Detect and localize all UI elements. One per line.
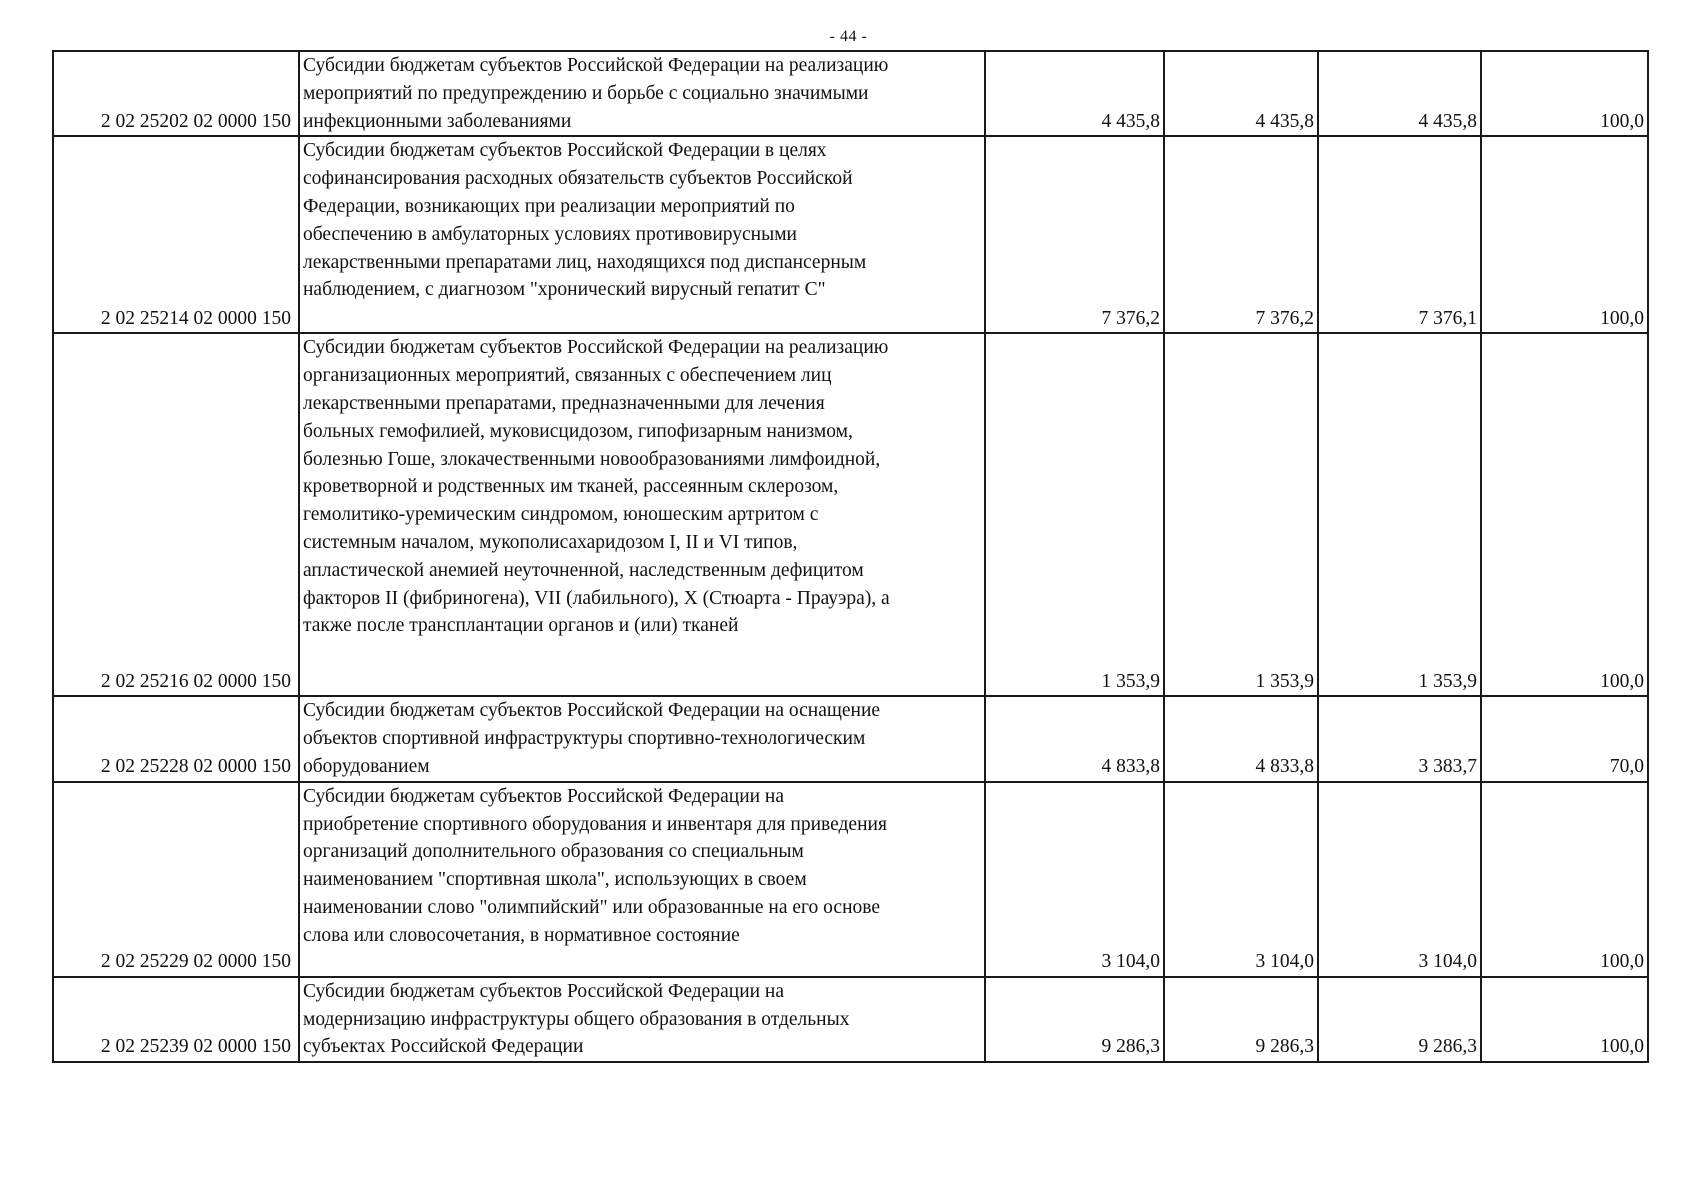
description-cell xyxy=(299,782,985,977)
description-line: факторов II (фибриногена), VII (лабильного), X (Стюарта - Прауэра), а xyxy=(303,587,890,609)
description-line: субъектах Российской Федерации xyxy=(303,1036,584,1058)
table-row xyxy=(53,136,1648,333)
budget-code-cell: 2 02 25239 02 0000 150 xyxy=(53,977,299,1062)
description-line: наименованием "спортивная школа", использующих в своем xyxy=(303,869,807,891)
table-row xyxy=(53,782,1648,977)
execution-percent-cell: 70,0 xyxy=(1481,696,1648,781)
executed-amount-cell: 3 104,0 xyxy=(1318,782,1481,977)
budget-subsidies-table xyxy=(52,50,1649,1063)
description-line: Субсидии бюджетам субъектов Российской Федерации на xyxy=(303,785,785,807)
description-line: Субсидии бюджетам субъектов Российской Федерации на реализацию xyxy=(303,337,889,359)
executed-amount-cell: 9 286,3 xyxy=(1318,977,1481,1062)
description-line: лекарственными препаратами, предназначенными для лечения xyxy=(303,392,825,414)
executed-amount-cell: 4 435,8 xyxy=(1318,51,1481,136)
description-line: наблюдением, с диагнозом "хронический вирусный гепатит С" xyxy=(303,279,826,301)
budget-code-cell: 2 02 25202 02 0000 150 xyxy=(53,51,299,136)
description-line: также после трансплантации органов и (или) тканей xyxy=(303,615,739,637)
table-row xyxy=(53,977,1648,1062)
table-row xyxy=(53,333,1648,696)
executed-amount-cell: 3 383,7 xyxy=(1318,696,1481,781)
description-line: инфекционными заболеваниями xyxy=(303,110,572,132)
table-row xyxy=(53,696,1648,781)
table-body xyxy=(53,51,1648,1062)
table-row xyxy=(53,51,1648,136)
approved-amount-cell: 1 353,9 xyxy=(1164,333,1318,696)
budget-code-cell: 2 02 25216 02 0000 150 xyxy=(53,333,299,696)
planned-amount-cell: 1 353,9 xyxy=(985,333,1164,696)
description-line: больных гемофилией, муковисцидозом, гипофизарным нанизмом, xyxy=(303,420,853,442)
description-line: кроветворной и родственных им тканей, рассеянным склерозом, xyxy=(303,476,839,498)
approved-amount-cell: 9 286,3 xyxy=(1164,977,1318,1062)
planned-amount-cell: 7 376,2 xyxy=(985,136,1164,333)
description-line: наименовании слово "олимпийский" или образованные на его основе xyxy=(303,896,881,918)
description-line: оборудованием xyxy=(303,755,430,777)
description-line: гемолитико-уремическим синдромом, юношеским артритом с xyxy=(303,504,819,526)
approved-amount-cell: 4 435,8 xyxy=(1164,51,1318,136)
executed-amount-cell: 1 353,9 xyxy=(1318,333,1481,696)
planned-amount-cell: 4 435,8 xyxy=(985,51,1164,136)
description-line: организаций дополнительного образования со специальным xyxy=(303,841,804,863)
approved-amount-cell: 4 833,8 xyxy=(1164,696,1318,781)
description-line: болезнью Гоше, злокачественными новообразованиями лимфоидной, xyxy=(303,448,881,470)
execution-percent-cell: 100,0 xyxy=(1481,977,1648,1062)
execution-percent-cell: 100,0 xyxy=(1481,333,1648,696)
executed-amount-cell: 7 376,1 xyxy=(1318,136,1481,333)
description-line: организационных мероприятий, связанных с обеспечением лиц xyxy=(303,365,832,387)
description-line: лекарственными препаратами лиц, находящихся под диспансерным xyxy=(303,251,867,273)
budget-code-cell: 2 02 25228 02 0000 150 xyxy=(53,696,299,781)
description-line: апластической анемией неуточненной, наследственным дефицитом xyxy=(303,559,864,581)
budget-code-cell: 2 02 25214 02 0000 150 xyxy=(53,136,299,333)
description-line: Субсидии бюджетам субъектов Российской Федерации в целях xyxy=(303,140,827,162)
description-cell xyxy=(299,696,985,781)
approved-amount-cell: 3 104,0 xyxy=(1164,782,1318,977)
description-line: Федерации, возникающих при реализации мероприятий по xyxy=(303,195,795,217)
description-cell xyxy=(299,136,985,333)
budget-code-cell: 2 02 25229 02 0000 150 xyxy=(53,782,299,977)
description-line: обеспечению в амбулаторных условиях противовирусными xyxy=(303,223,797,245)
planned-amount-cell: 9 286,3 xyxy=(985,977,1164,1062)
planned-amount-cell: 3 104,0 xyxy=(985,782,1164,977)
description-cell xyxy=(299,51,985,136)
description-line: приобретение спортивного оборудования и инвентаря для приведения xyxy=(303,813,887,835)
execution-percent-cell: 100,0 xyxy=(1481,136,1648,333)
description-line: слова или словосочетания, в нормативное состояние xyxy=(303,924,740,946)
execution-percent-cell: 100,0 xyxy=(1481,51,1648,136)
description-line: мероприятий по предупреждению и борьбе с социально значимыми xyxy=(303,82,869,104)
description-line: объектов спортивной инфраструктуры спортивно-технологическим xyxy=(303,728,866,750)
description-line: Субсидии бюджетам субъектов Российской Федерации на xyxy=(303,980,785,1002)
description-line: софинансирования расходных обязательств субъектов Российской xyxy=(303,168,853,190)
description-line: Субсидии бюджетам субъектов Российской Федерации на реализацию xyxy=(303,55,889,76)
description-line: системным началом, мукополисахаридозом I, II и VI типов, xyxy=(303,531,798,553)
description-cell xyxy=(299,333,985,696)
description-line: Субсидии бюджетам субъектов Российской Федерации на оснащение xyxy=(303,700,881,722)
description-cell xyxy=(299,977,985,1062)
description-line: модернизацию инфраструктуры общего образования в отдельных xyxy=(303,1008,850,1030)
execution-percent-cell: 100,0 xyxy=(1481,782,1648,977)
page-number: - 44 - xyxy=(829,28,868,45)
approved-amount-cell: 7 376,2 xyxy=(1164,136,1318,333)
planned-amount-cell: 4 833,8 xyxy=(985,696,1164,781)
